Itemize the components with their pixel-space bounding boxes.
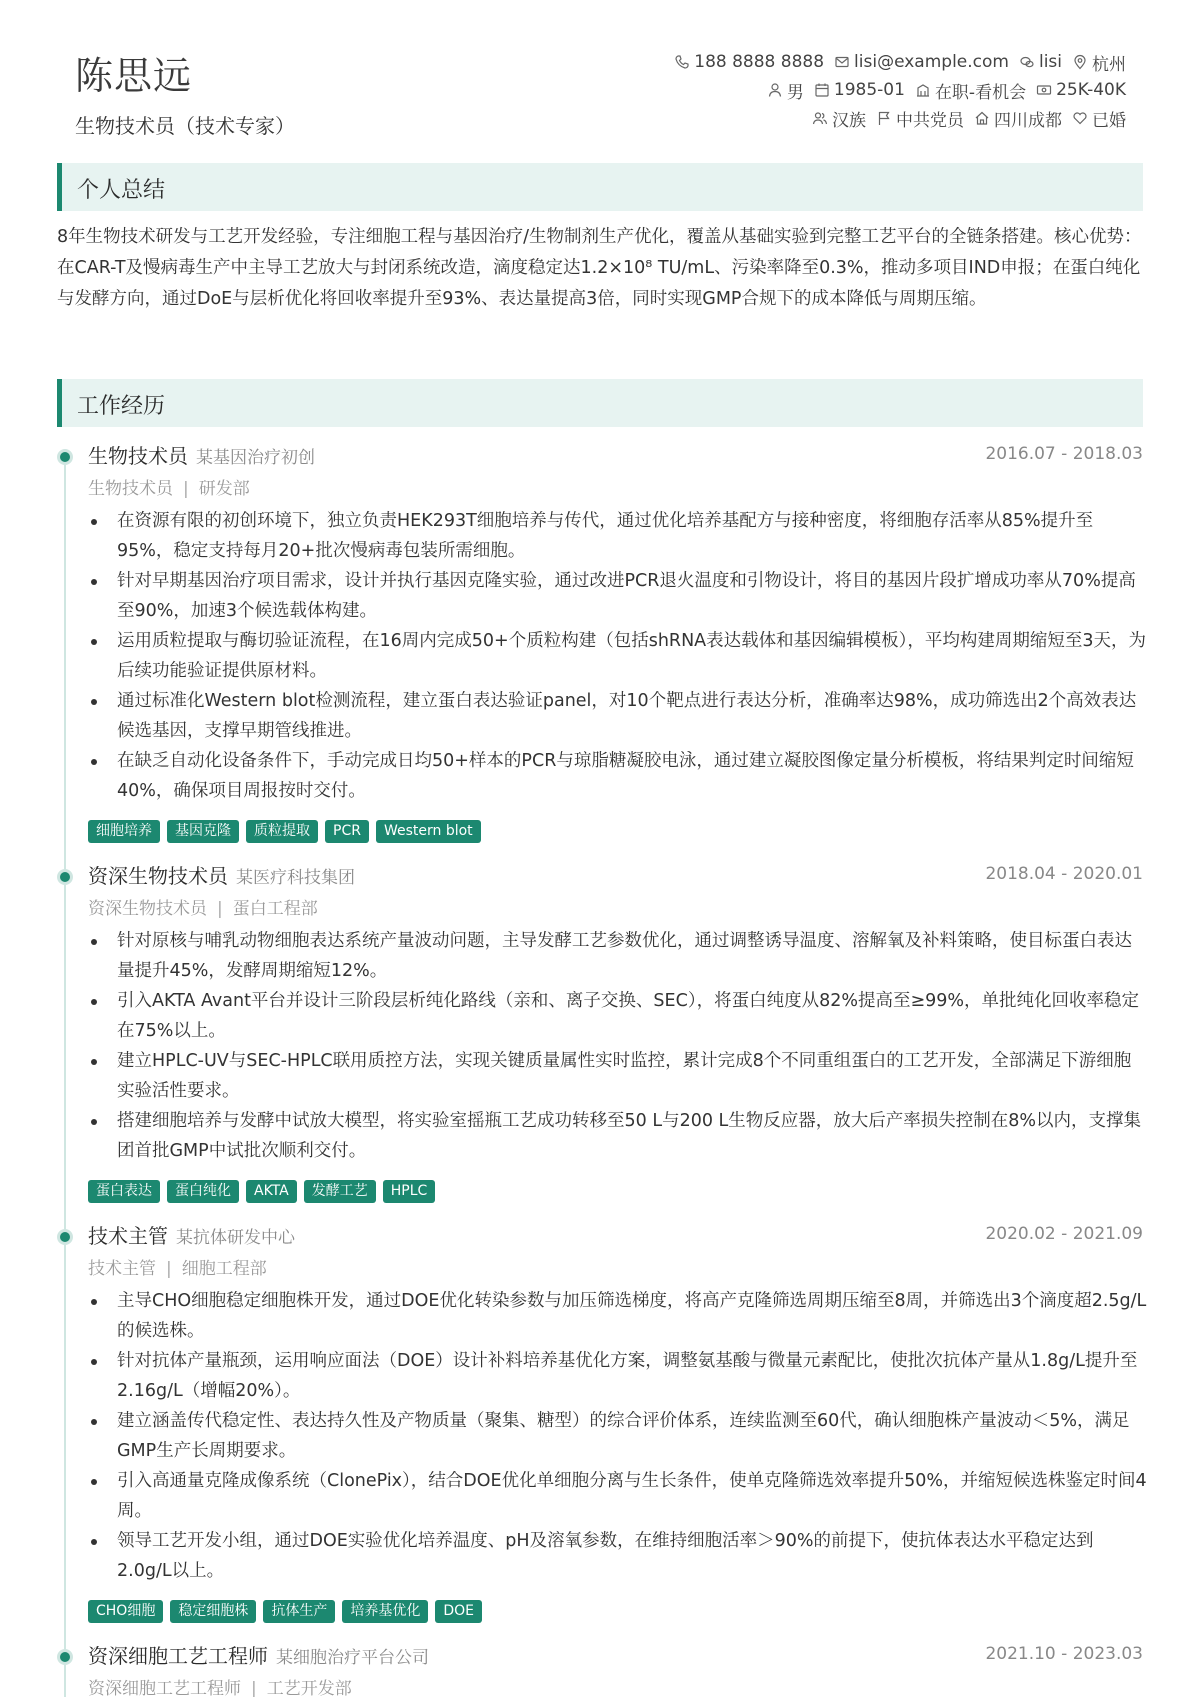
- contact-wechat: lisi: [1019, 52, 1062, 72]
- job-header: [88, 440, 1143, 470]
- person-icon: [767, 82, 783, 98]
- building-icon: [915, 82, 931, 98]
- timeline-dot: [57, 1649, 73, 1665]
- job-entry: [57, 1640, 1147, 1697]
- skill-tags: [88, 820, 488, 843]
- mail-icon: [834, 54, 850, 70]
- timeline-dot: [57, 869, 73, 885]
- contact-line-2: [506, 76, 1126, 104]
- list-item: 搭建细胞培养与发酵中试放大模型，将实验室摇瓶工艺成功转移至50 L与200 L生物反应器，放大后产率损失控制在8%以内，支撑集团首批GMP中试批次顺利交付。: [117, 1106, 1147, 1166]
- contact-phone: 188 8888 8888: [674, 52, 824, 72]
- contact-hometown: 四川成都: [974, 106, 1062, 131]
- job-company: 某抗体研发中心: [176, 1228, 295, 1248]
- contact-line-3: [506, 104, 1126, 132]
- contact-salary: 25K-40K: [1036, 80, 1126, 100]
- job-header: [88, 860, 1143, 890]
- candidate-title: 生物技术员（技术专家）: [75, 114, 295, 138]
- contact-birth: 1985-01: [814, 80, 905, 100]
- job-role: 技术主管: [88, 1224, 168, 1248]
- job-dept: 蛋白工程部: [232, 899, 318, 919]
- list-item: 引入高通量克隆成像系统（ClonePix），结合DOE优化单细胞分离与生长条件，使单克隆筛选效率提升50%，并缩短候选株鉴定时间4周。: [117, 1466, 1147, 1526]
- job-bullets: [117, 506, 1147, 806]
- job-dept: 工艺开发部: [266, 1679, 352, 1697]
- skill-tag: 细胞培养: [88, 820, 160, 843]
- job-date: 2018.04 - 2020.01: [985, 864, 1143, 884]
- heart-icon: [1072, 110, 1088, 126]
- job-entry: [57, 860, 1147, 1210]
- job-entry: [57, 440, 1147, 850]
- contact-gender: 男: [767, 78, 804, 103]
- list-item: 运用质粒提取与酶切验证流程，在16周内完成50+个质粒构建（包括shRNA表达载体和基因编辑模板），平均构建周期缩短至3天，为后续功能验证提供原材料。: [117, 626, 1147, 686]
- contact-line-1: [506, 48, 1126, 76]
- skill-tag: 稳定细胞株: [170, 1600, 256, 1623]
- job-dept: 研发部: [198, 479, 250, 499]
- list-item: 针对原核与哺乳动物细胞表达系统产量波动问题，主导发酵工艺参数优化，通过调整诱导温度、溶解氧及补料策略，使目标蛋白表达量提升45%，发酵周期缩短12%。: [117, 926, 1147, 986]
- job-subline: 技术主管 | 细胞工程部: [88, 1259, 267, 1279]
- timeline-dot: [57, 449, 73, 465]
- list-item: 建立涵盖传代稳定性、表达持久性及产物质量（聚集、糖型）的综合评价体系，连续监测至60代，确认细胞株产量波动＜5%，满足GMP生产长周期要求。: [117, 1406, 1147, 1466]
- skill-tag: Western blot: [376, 820, 481, 843]
- job-entry: [57, 1220, 1147, 1630]
- job-sub-role: 资深细胞工艺工程师: [88, 1679, 241, 1697]
- list-item: 主导CHO细胞稳定细胞株开发，通过DOE优化转染参数与加压筛选梯度，将高产克隆筛选周期压缩至8周，并筛选出3个滴度超2.5g/L的候选株。: [117, 1286, 1147, 1346]
- contact-party: 中共党员: [876, 106, 964, 131]
- skill-tag: 发酵工艺: [304, 1180, 376, 1203]
- job-subline: 生物技术员 | 研发部: [88, 479, 250, 499]
- skill-tag: CHO细胞: [88, 1600, 163, 1623]
- job-role: 生物技术员: [88, 444, 188, 468]
- candidate-name: 陈思远: [75, 54, 193, 98]
- list-item: 针对早期基因治疗项目需求，设计并执行基因克隆实验，通过改进PCR退火温度和引物设计，将目的基因片段扩增成功率从70%提高至90%，加速3个候选载体构建。: [117, 566, 1147, 626]
- summary-section-heading: 个人总结: [57, 163, 1143, 211]
- skill-tag: AKTA: [246, 1180, 297, 1203]
- list-item: 通过标准化Western blot检测流程，建立蛋白表达验证panel，对10个靶点进行表达分析，准确率达98%，成功筛选出2个高效表达候选基因，支撑早期管线推进。: [117, 686, 1147, 746]
- job-sub-role: 生物技术员: [88, 479, 173, 499]
- job-bullets: [117, 1286, 1147, 1586]
- skill-tag: PCR: [325, 820, 369, 843]
- skill-tag: 基因克隆: [167, 820, 239, 843]
- location-pin-icon: [1072, 54, 1088, 70]
- job-sub-role: 资深生物技术员: [88, 899, 207, 919]
- users-icon: [812, 110, 828, 126]
- job-company: 某细胞治疗平台公司: [276, 1648, 429, 1668]
- contact-status: 在职-看机会: [915, 78, 1026, 103]
- money-icon: [1036, 82, 1052, 98]
- job-bullets: [117, 926, 1147, 1166]
- contact-ethnicity: 汉族: [812, 106, 866, 131]
- home-icon: [974, 110, 990, 126]
- skill-tags: [88, 1180, 442, 1203]
- calendar-icon: [814, 82, 830, 98]
- timeline-dot: [57, 1229, 73, 1245]
- resume-header: [0, 0, 1200, 160]
- job-subline: 资深细胞工艺工程师 | 工艺开发部: [88, 1679, 352, 1697]
- job-role: 资深细胞工艺工程师: [88, 1644, 268, 1668]
- skill-tag: 培养基优化: [342, 1600, 428, 1623]
- list-item: 针对抗体产量瓶颈，运用响应面法（DOE）设计补料培养基优化方案，调整氨基酸与微量元素配比，使批次抗体产量从1.8g/L提升至2.16g/L（增幅20%）。: [117, 1346, 1147, 1406]
- flag-icon: [876, 110, 892, 126]
- job-header: [88, 1640, 1143, 1670]
- skill-tag: DOE: [435, 1600, 482, 1623]
- contact-email[interactable]: lisi@example.com: [834, 52, 1009, 72]
- job-date: 2016.07 - 2018.03: [985, 444, 1143, 464]
- skill-tag: 蛋白表达: [88, 1180, 160, 1203]
- experience-section-heading: 工作经历: [57, 379, 1143, 427]
- contact-info: [506, 48, 1126, 132]
- job-date: 2020.02 - 2021.09: [985, 1224, 1143, 1244]
- job-subline: 资深生物技术员 | 蛋白工程部: [88, 899, 318, 919]
- contact-city: 杭州: [1072, 50, 1126, 75]
- job-date: 2021.10 - 2023.03: [985, 1644, 1143, 1664]
- contact-marital: 已婚: [1072, 106, 1126, 131]
- wechat-icon: [1019, 54, 1035, 70]
- list-item: 在资源有限的初创环境下，独立负责HEK293T细胞培养与传代，通过优化培养基配方与接种密度，将细胞存活率从85%提升至95%，稳定支持每月20+批次慢病毒包装所需细胞。: [117, 506, 1147, 566]
- skill-tag: 蛋白纯化: [167, 1180, 239, 1203]
- skill-tag: HPLC: [383, 1180, 436, 1203]
- job-company: 某基因治疗初创: [196, 448, 315, 468]
- job-header: [88, 1220, 1143, 1250]
- job-dept: 细胞工程部: [181, 1259, 267, 1279]
- list-item: 领导工艺开发小组，通过DOE实验优化培养温度、pH及溶氧参数，在维持细胞活率＞90%的前提下，使抗体表达水平稳定达到2.0g/L以上。: [117, 1526, 1147, 1586]
- job-sub-role: 技术主管: [88, 1259, 156, 1279]
- list-item: 在缺乏自动化设备条件下，手动完成日均50+样本的PCR与琼脂糖凝胶电泳，通过建立凝胶图像定量分析模板，将结果判定时间缩短40%，确保项目周报按时交付。: [117, 746, 1147, 806]
- phone-icon: [674, 54, 690, 70]
- list-item: 建立HPLC-UV与SEC-HPLC联用质控方法，实现关键质量属性实时监控，累计完成8个不同重组蛋白的工艺开发，全部满足下游细胞实验活性要求。: [117, 1046, 1147, 1106]
- summary-text: 8年生物技术研发与工艺开发经验，专注细胞工程与基因治疗/生物制剂生产优化，覆盖从基础实验到完整工艺平台的全链条搭建。核心优势：在CAR-T及慢病毒生产中主导工艺放大与封闭系统改造，滴度稳定达1.2×10⁸ TU/mL、污染率降至0.3%，推动多项目IND申报；在蛋白纯化与发酵方向，通过DoE与层析优化将回收率提升至93%、表达量提高3倍，同时实现GMP合规下的成本降低与周期压缩。: [57, 227, 1142, 309]
- list-item: 引入AKTA Avant平台并设计三阶段层析纯化路线（亲和、离子交换、SEC），将蛋白纯度从82%提高至≥99%，单批纯化回收率稳定在75%以上。: [117, 986, 1147, 1046]
- skill-tag: 抗体生产: [263, 1600, 335, 1623]
- skill-tag: 质粒提取: [246, 820, 318, 843]
- job-role: 资深生物技术员: [88, 864, 228, 888]
- job-company: 某医疗科技集团: [236, 868, 355, 888]
- skill-tags: [88, 1600, 489, 1623]
